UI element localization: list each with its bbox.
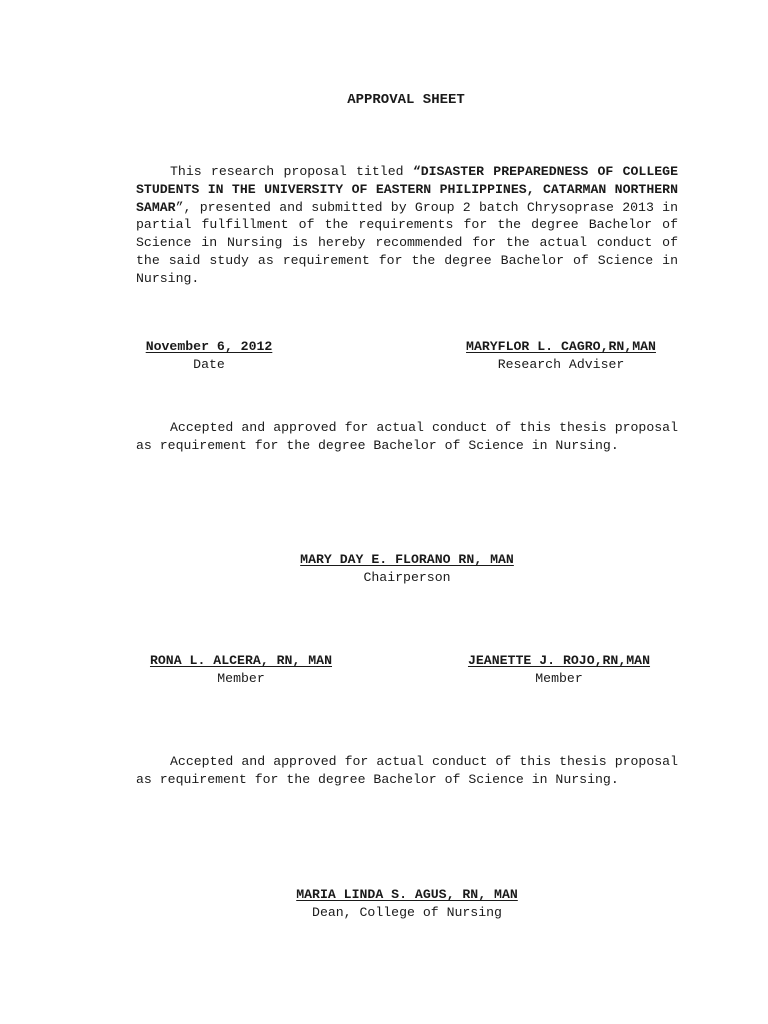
- member-role: Member: [217, 671, 265, 686]
- paragraph-body-text: , presented and submitted by Group 2 batch Chrysoprase 2013 in partial fulfillment of the requirements for the degree Bachelor of Science in Nursing is hereby recommended for the actual conduct of the said study as requirement for the degree Bachelor of Science in Nursing.: [136, 199, 678, 286]
- adviser-role: Research Adviser: [497, 357, 625, 372]
- recommendation-paragraph: [136, 163, 678, 288]
- date-signature-block: [136, 339, 282, 372]
- dean-signature-block: [278, 887, 536, 920]
- dean-role: Dean, College of Nursing: [312, 905, 502, 920]
- page-title: APPROVAL SHEET: [347, 92, 465, 108]
- approval-date: November 6, 2012: [145, 339, 273, 354]
- date-label: Date: [193, 357, 225, 372]
- adviser-signature-block: [451, 339, 671, 372]
- proposal-title: “DISASTER PREPAREDNESS OF COLLEGE STUDENTS IN THE UNIVERSITY OF EASTERN PHILIPPINES, CATARMAN NORTHERN SAMAR: [136, 164, 679, 215]
- panel-approval-paragraph: [136, 419, 678, 455]
- chairperson-role: Chairperson: [363, 570, 451, 585]
- member-signature-block: [451, 653, 667, 686]
- adviser-name: MARYFLOR L. CAGRO,RN,MAN: [466, 339, 656, 354]
- dean-approval-text: Accepted and approved for actual conduct of this thesis proposal as requirement for the degree Bachelor of Science in Nursing.: [136, 754, 678, 787]
- member-role: Member: [535, 671, 583, 686]
- dean-name: MARIA LINDA S. AGUS, RN, MAN: [296, 887, 518, 902]
- panel-approval-text: Accepted and approved for actual conduct of this thesis proposal as requirement for the degree Bachelor of Science in Nursing.: [136, 420, 678, 453]
- paragraph-lead-text: This research proposal titled: [170, 164, 413, 179]
- member-name: RONA L. ALCERA, RN, MAN: [149, 653, 333, 668]
- member-signature-block: [136, 653, 346, 686]
- chairperson-name: MARY DAY E. FLORANO RN, MAN: [300, 552, 514, 567]
- chairperson-signature-block: [283, 552, 531, 585]
- member-name: JEANETTE J. ROJO,RN,MAN: [467, 653, 651, 668]
- dean-approval-paragraph: [136, 753, 678, 789]
- proposal-title-close-quote: ”: [175, 199, 184, 215]
